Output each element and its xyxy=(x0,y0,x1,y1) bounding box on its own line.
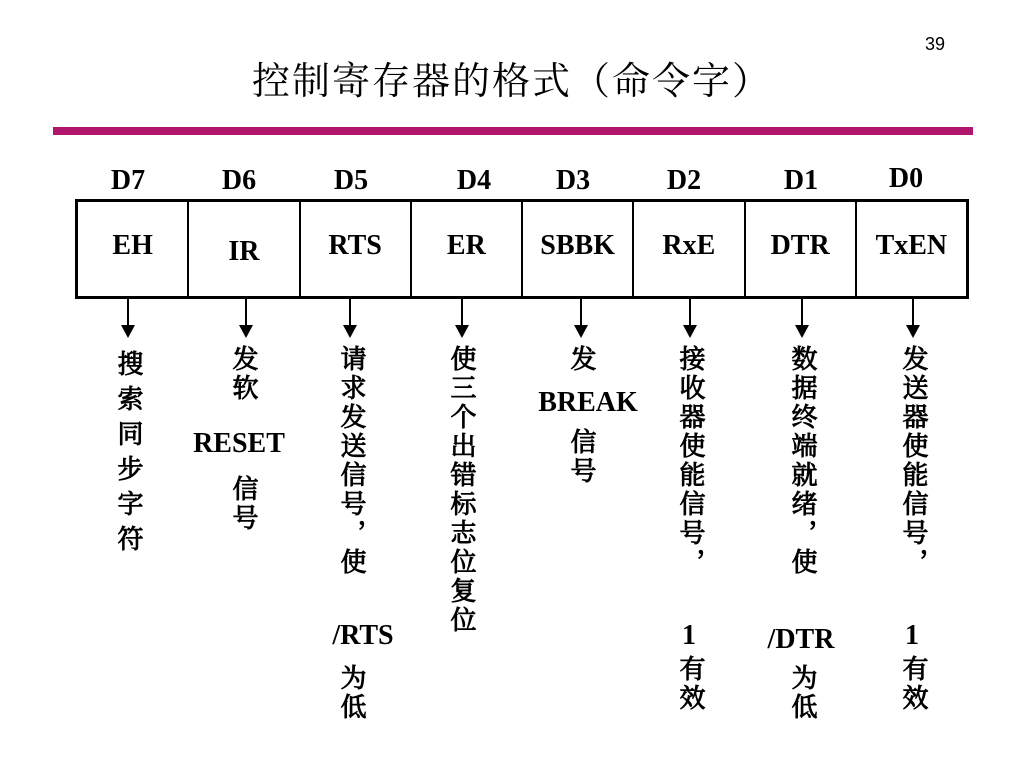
desc-ir-word: RESET xyxy=(193,428,285,459)
title-divider xyxy=(53,127,973,135)
arrow-sbbk xyxy=(580,296,582,326)
arrow-rxe xyxy=(689,296,691,326)
register-cell-sbbk: SBBK xyxy=(521,202,632,296)
desc-ir-top: 发软 xyxy=(228,345,258,403)
desc-sbbk-word: BREAK xyxy=(538,387,638,418)
desc-rts-bottom: 为低 xyxy=(336,664,366,722)
arrow-er xyxy=(461,296,463,326)
bit-label-d4: D4 xyxy=(456,165,492,196)
desc-txen-top: 发送器使能信号， xyxy=(898,345,928,577)
register-cell-er: ER xyxy=(410,202,521,296)
desc-rts-word: /RTS xyxy=(332,620,394,651)
arrow-head-rts xyxy=(343,325,357,338)
bit-label-d5: D5 xyxy=(333,165,369,196)
arrow-eh xyxy=(127,296,129,326)
register-cell-rts: RTS xyxy=(299,202,410,296)
arrow-head-sbbk xyxy=(574,325,588,338)
bit-label-d3: D3 xyxy=(555,165,591,196)
register-cell-dtr: DTR xyxy=(744,202,855,296)
arrow-head-ir xyxy=(239,325,253,338)
arrow-rts xyxy=(349,296,351,326)
bit-label-d0: D0 xyxy=(888,163,924,194)
desc-dtr-word: /DTR xyxy=(767,624,835,655)
arrow-txen xyxy=(912,296,914,326)
desc-txen-word: 1 xyxy=(905,620,919,651)
arrow-head-txen xyxy=(906,325,920,338)
arrow-ir xyxy=(245,296,247,326)
desc-rxe-word: 1 xyxy=(682,620,696,651)
arrow-head-eh xyxy=(121,325,135,338)
desc-ir-bottom: 信号 xyxy=(228,475,258,533)
desc-rxe-top: 接收器使能信号， xyxy=(675,345,705,577)
desc-txen-bottom: 有效 xyxy=(898,655,928,713)
desc-rts-top: 请求发送信号，使 xyxy=(336,345,366,577)
arrow-dtr xyxy=(801,296,803,326)
bit-label-d6: D6 xyxy=(221,165,257,196)
desc-eh: 搜索同步字符 xyxy=(113,350,143,560)
desc-sbbk-bottom: 信号 xyxy=(566,428,596,486)
bit-label-d7: D7 xyxy=(110,165,146,196)
register-cell-ir: IR xyxy=(187,202,298,296)
slide-title: 控制寄存器的格式（命令字） xyxy=(251,59,772,103)
desc-rxe-bottom: 有效 xyxy=(675,655,705,713)
desc-er: 使三个出错标志位复位 xyxy=(446,345,476,635)
arrow-head-rxe xyxy=(683,325,697,338)
bit-label-d2: D2 xyxy=(666,165,702,196)
arrow-head-er xyxy=(455,325,469,338)
desc-dtr-top: 数据终端就绪，使 xyxy=(787,345,817,577)
register-cell-eh: EH xyxy=(112,230,153,261)
register-cell-txen: TxEN xyxy=(855,202,966,296)
desc-dtr-bottom: 为低 xyxy=(787,664,817,722)
bit-label-d1: D1 xyxy=(783,165,819,196)
desc-sbbk-top: 发 xyxy=(566,345,596,374)
arrow-head-dtr xyxy=(795,325,809,338)
page-number: 39 xyxy=(924,34,946,54)
control-register xyxy=(75,199,969,299)
register-cell-rxe: RxE xyxy=(632,202,743,296)
